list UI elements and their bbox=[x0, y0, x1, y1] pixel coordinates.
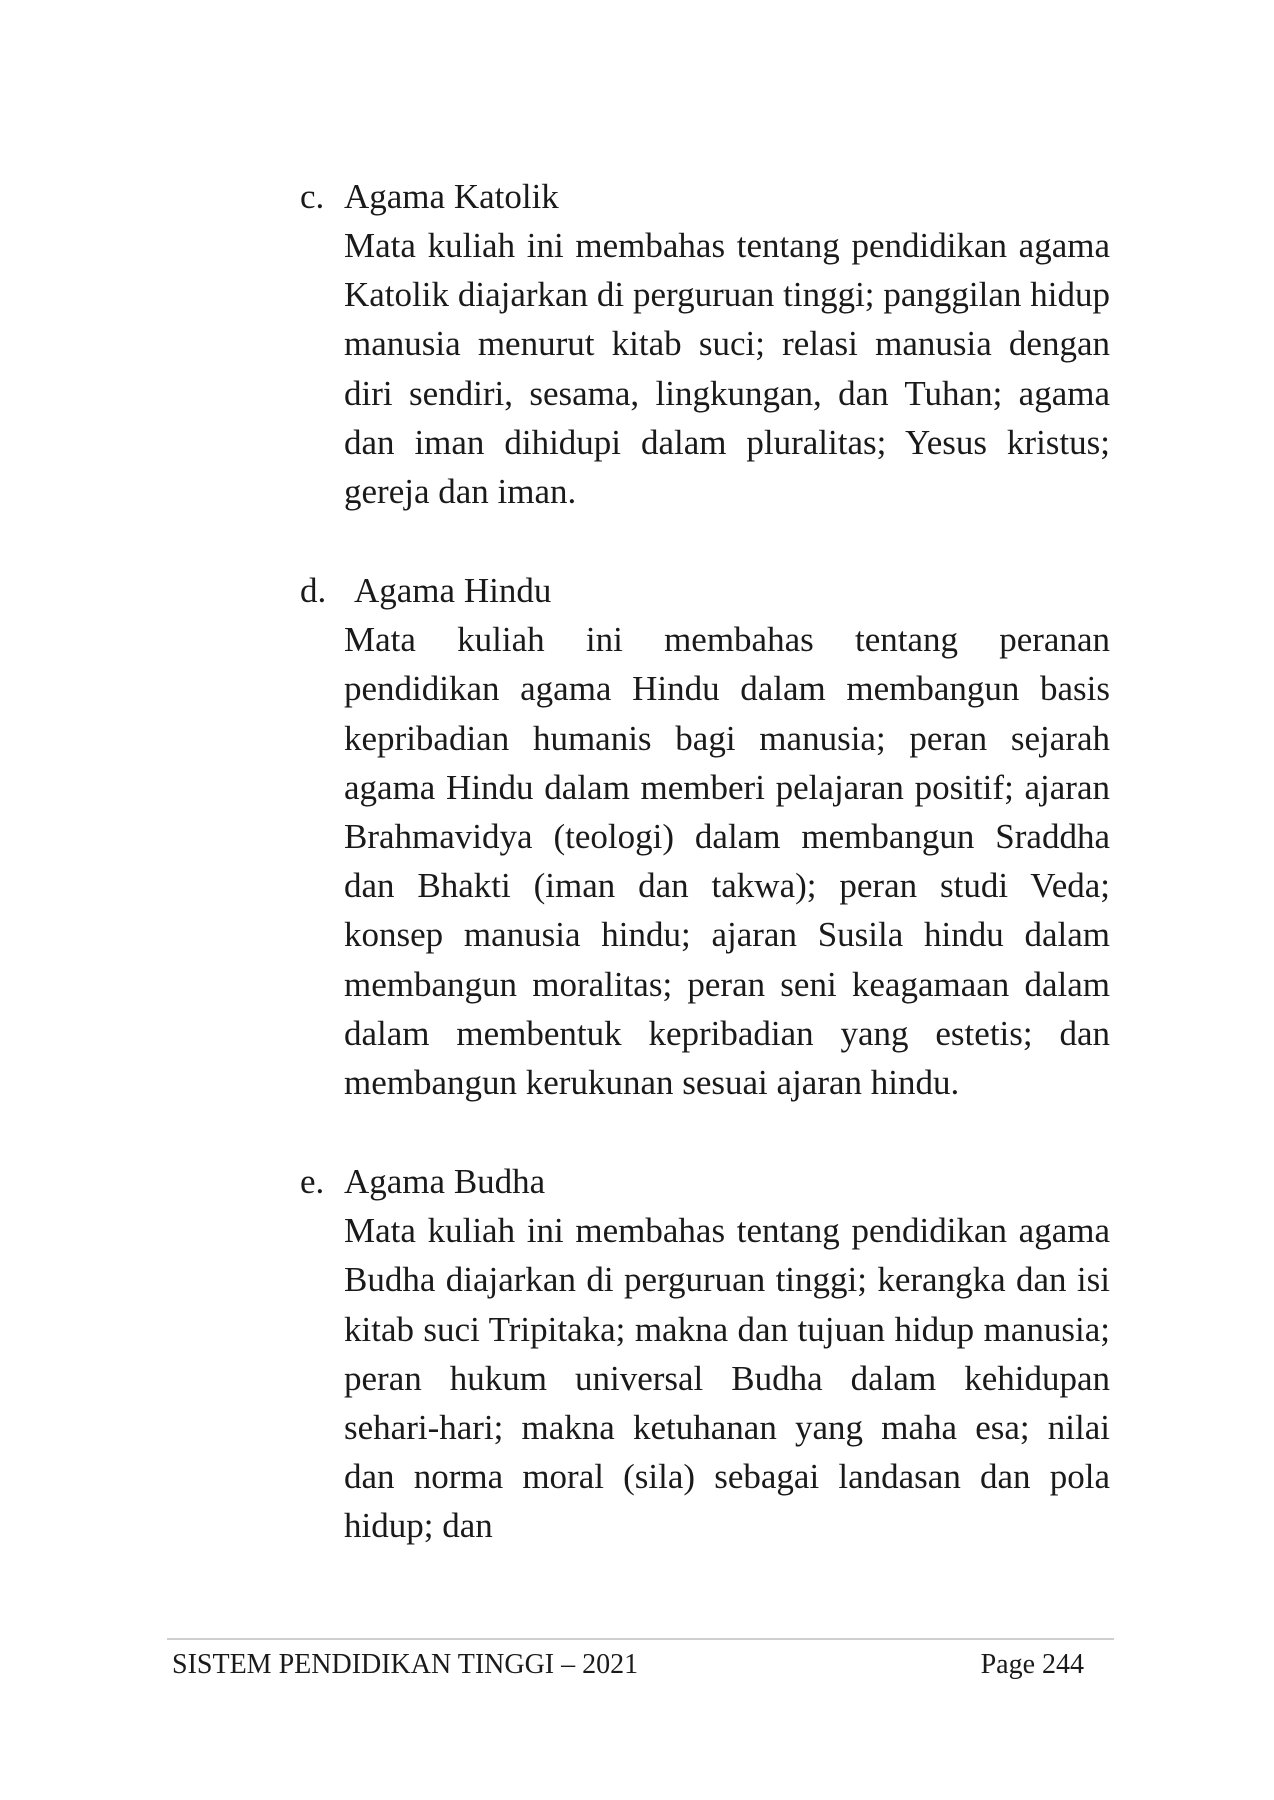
section-body: Mata kuliah ini membahas tentang pendidikan agama Budha diajarkan di perguruan tinggi; kerangka dan isi kitab suci Tripitaka; makna dan tujuan hidup manusia; peran hukum universal Budha dalam kehidupan sehari-hari; makna ketuhanan yang maha esa; nilai dan norma moral (sila) sebagai landasan dan pola hidup; dan bbox=[344, 1211, 1110, 1546]
section-letter: e. bbox=[300, 1162, 325, 1202]
section-agama-katolik bbox=[300, 172, 1110, 516]
section-heading bbox=[300, 1157, 1110, 1206]
section-body: Mata kuliah ini membahas tentang peranan pendidikan agama Hindu dalam membangun basis kepribadian humanis bagi manusia; peran sejarah agama Hindu dalam memberi pelajaran positif; ajaran Brahmavidya (teologi) dalam membangun Sraddha dan Bhakti (iman dan takwa); peran studi Veda; konsep manusia hindu; ajaran Susila hindu dalam membangun moralitas; peran seni keagamaan dalam dalam membentuk kepribadian yang estetis; dan membangun kerukunan sesuai ajaran hindu. bbox=[344, 620, 1110, 1103]
section-letter: c. bbox=[300, 177, 325, 216]
section-body: Mata kuliah ini membahas tentang pendidikan agama Katolik diajarkan di perguruan tinggi; panggilan hidup manusia menurut kitab suci; relasi manusia dengan diri sendiri, sesama, lingkungan, dan Tuhan; agama dan iman dihidupi dalam pluralitas; Yesus kristus; gereja dan iman. bbox=[344, 226, 1110, 512]
section-heading bbox=[300, 172, 1110, 221]
page-content bbox=[300, 172, 1110, 1601]
section-title: Agama Budha bbox=[344, 1162, 546, 1202]
section-title: Agama Katolik bbox=[344, 177, 559, 216]
section-title: Agama Hindu bbox=[354, 571, 552, 611]
footer-document-title: SISTEM PENDIDIKAN TINGGI – 2021 bbox=[172, 1649, 639, 1680]
section-agama-hindu bbox=[300, 566, 1110, 1107]
section-agama-budha bbox=[300, 1157, 1110, 1550]
footer-divider bbox=[167, 1638, 1114, 1640]
footer-page-number: Page 244 bbox=[980, 1649, 1084, 1680]
section-letter: d. bbox=[300, 571, 327, 611]
section-heading bbox=[300, 566, 1110, 615]
